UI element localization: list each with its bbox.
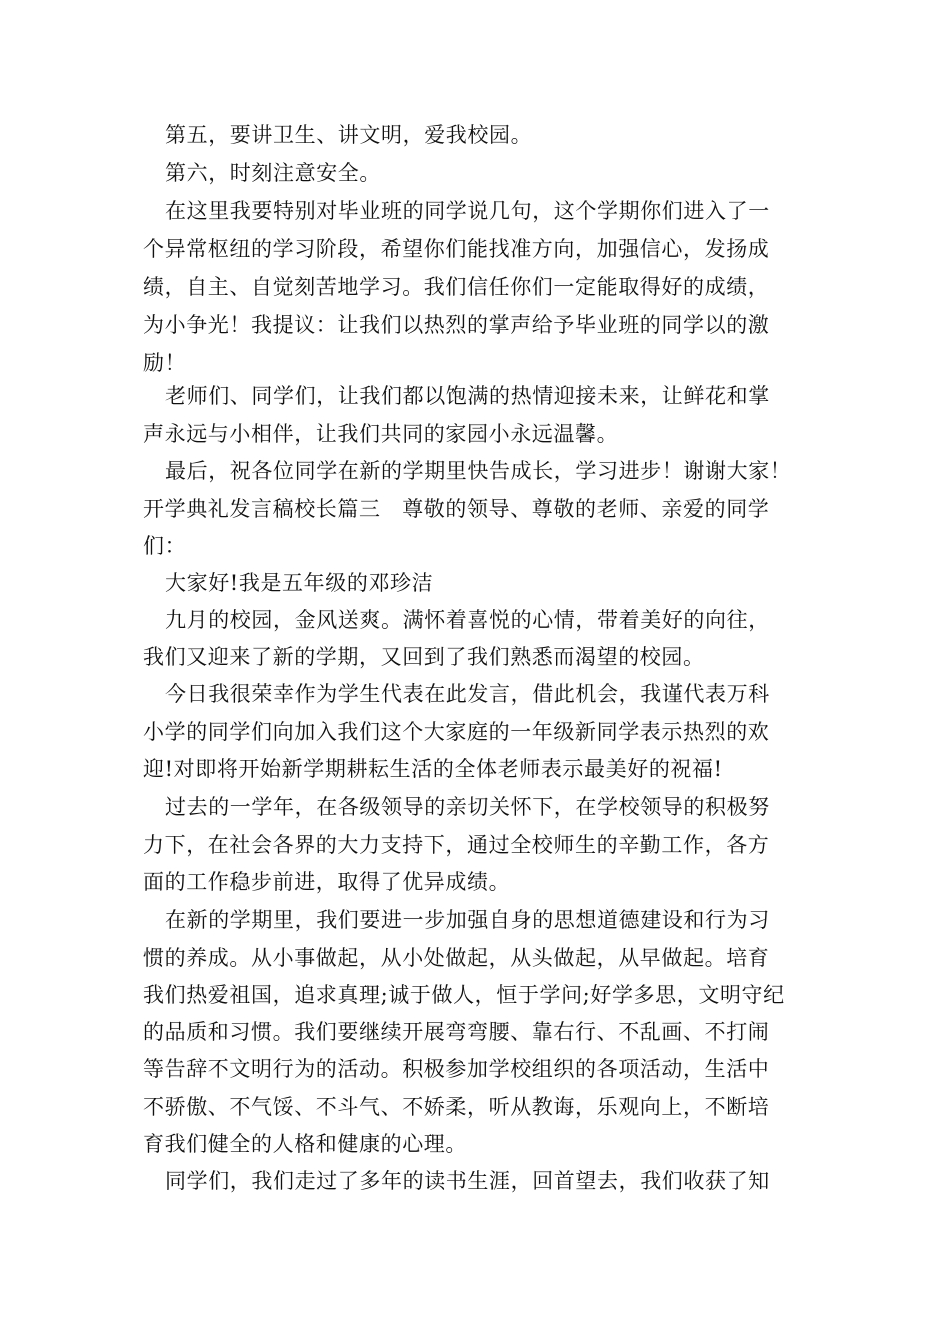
text-line: 绩，自主、自觉刻苦地学习。我们信任你们一定能取得好的成绩，: [143, 275, 770, 299]
text-line: 面的工作稳步前进，取得了优异成绩。: [143, 870, 511, 894]
text-line: 力下，在社会各界的大力支持下，通过全校师生的辛勤工作，各方: [143, 833, 770, 857]
text-line: 我们又迎来了新的学期，又回到了我们熟悉而渴望的校园。: [143, 645, 705, 669]
text-line: 同学们，我们走过了多年的读书生涯，回首望去，我们收获了知: [165, 1169, 770, 1193]
text-line: 小学的同学们向加入我们这个大家庭的一年级新同学表示热烈的欢: [143, 720, 770, 744]
text-line: 的品质和习惯。我们要继续开展弯弯腰、靠右行、不乱画、不打闹: [143, 1020, 770, 1044]
text-line: 声永远与小相伴，让我们共同的家园小永远温馨。: [143, 422, 619, 446]
text-line: 在这里我要特别对毕业班的同学说几句，这个学期你们进入了一: [165, 199, 770, 223]
text-line: 在新的学期里，我们要进一步加强自身的思想道德建设和行为习: [165, 908, 770, 932]
text-line: 等告辞不文明行为的活动。积极参加学校组织的各项活动，生活中: [143, 1057, 770, 1081]
text-line: 最后，祝各位同学在新的学期里快告成长，学习进步！谢谢大家！: [165, 459, 792, 483]
text-line: 今日我很荣幸作为学生代表在此发言，借此机会，我谨代表万科: [165, 682, 770, 706]
text-line: 们：: [143, 534, 187, 558]
text-line: 过去的一学年，在各级领导的亲切关怀下，在学校领导的积极努: [165, 795, 770, 819]
text-line: 九月的校园，金风送爽。满怀着喜悦的心情，带着美好的向往，: [165, 608, 770, 632]
text-line: 不骄傲、不气馁、不斗气、不娇柔，听从教诲，乐观向上，不断培: [143, 1095, 770, 1119]
text-line: 第六，时刻注意安全。: [165, 161, 381, 185]
text-line: 励！: [143, 351, 187, 375]
text-line: 为小争光！我提议：让我们以热烈的掌声给予毕业班的同学以的激: [143, 313, 770, 337]
text-line: 育我们健全的人格和健康的心理。: [143, 1132, 467, 1156]
text-line: 惯的养成。从小事做起，从小处做起，从头做起，从早做起。培育: [143, 946, 770, 970]
text-line: 第五，要讲卫生、讲文明，爱我校园。: [165, 123, 533, 147]
text-line: 个异常枢纽的学习阶段，希望你们能找准方向，加强信心，发扬成: [143, 237, 770, 261]
text-line: 老师们、同学们，让我们都以饱满的热情迎接未来，让鲜花和掌: [165, 384, 770, 408]
text-line: 大家好!我是五年级的邓珍洁: [165, 571, 434, 595]
text-line: 迎!对即将开始新学期耕耘生活的全体老师表示最美好的祝福!: [143, 757, 723, 781]
text-line: 开学典礼发言稿校长篇三 尊敬的领导、尊敬的老师、亲爱的同学: [143, 497, 770, 521]
text-line: 我们热爱祖国，追求真理;诚于做人，恒于学问;好学多思，文明守纪: [143, 983, 785, 1007]
